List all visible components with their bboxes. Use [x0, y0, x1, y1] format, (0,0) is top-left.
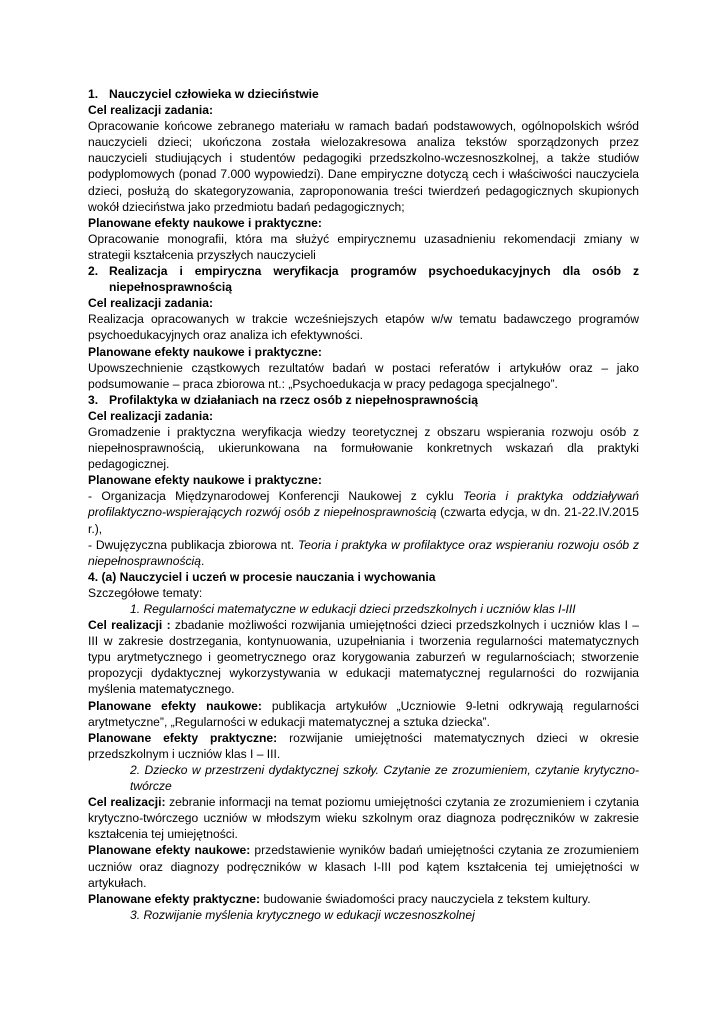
section-title: Realizacja i empiryczna weryfikacja programów psychoedukacyjnych dla osób z niepełnosprawnością [109, 264, 639, 295]
sci-effects-text: przedstawienie wyników badań umiejętności czytania ze zrozumieniem uczniów oraz diagnozy podręczników w klasach I-III pod kątem kształcenia tej umiejętności w artykułach. [88, 843, 639, 890]
goal-text: zbadanie możliwości rozwijania umiejętności dzieci przedszkolnych i uczniów klas I – III w zakresie dostrzegania, kontynuowania, uzupełniania i tworzenia regularności matematycznych typu arytmetycznego i geometrycznego oraz korygowania zaburzeń w regularnościach; stworzenie propozycji dydaktycznej wykorzystywania w edukacji matematycznej regularności do rozwijania myślenia matematycznego. [88, 618, 639, 697]
goal-label: Cel realizacji zadania: [88, 103, 214, 118]
topic-1-sci-effects [88, 698, 639, 730]
effects-text: Upowszechnienie cząstkowych rezultatów badań w postaci referatów i artykułów oraz – jako podsumowanie – praca zbiorowa nt.: „Psychoedukacja w pracy pedagoga specjalnego”. [88, 360, 639, 391]
conference-title: Teoria i praktyka oddziaływań profilaktyczno-wspierających rozwój osób z niepełnosprawnością [88, 489, 640, 520]
prac-effects-label: Planowane efekty praktyczne: [88, 730, 278, 745]
effects-label: Planowane efekty naukowe i praktyczne: [88, 215, 322, 230]
effect-item [88, 537, 639, 569]
goal-text: Opracowanie końcowe zebranego materiału w ramach badań podstawowych, ogólnopolskich wśród nauczycieli dzieci; ukończona została wielozakresowa analiza tekstów sporządzonych przez nauczycieli studiujących i studentów pedagogiki przedszkolno-wczesnoszkolnej, a także studiów podyplomowych (ponad 7.000 wypowiedzi). Dane empiryczne dotyczą cech i właściwości nauczyciela dzieci, posłużą do skategoryzowania, zaproponowania treści twierdzeń pedagogicznych skupionych wokół dzieciństwa jako przedmiotu badań pedagogicznych; [88, 119, 639, 214]
effects-text: Opracowanie monografii, która ma służyć empirycznemu uzasadnieniu rekomendacji zmiany w strategii kształcenia przyszłych nauczycieli [88, 231, 639, 262]
topics-label: Szczegółowe tematy: [88, 585, 203, 600]
topic-2-title: 2. Dziecko w przestrzeni dydaktycznej szkoły. Czytanie ze zrozumieniem, czytanie krytyczno-twórcze [130, 762, 639, 794]
document-body [88, 86, 639, 923]
effect-suffix: (czwarta edycja, w dn. 21-22.IV.2015 r.), [88, 505, 640, 536]
goal-label: Cel realizacji zadania: [88, 296, 214, 311]
goal-label: Cel realizacji zadania: [88, 408, 214, 423]
topic-2-prac-effects [88, 891, 639, 907]
topic-3-title: 3. Rozwijanie myślenia krytycznego w edukacji wczesnoszkolnej [130, 907, 475, 922]
effect-prefix: - Dwujęzyczna publikacja zbiorowa nt. [88, 537, 298, 552]
effects-label: Planowane efekty naukowe i praktyczne: [88, 473, 322, 488]
effect-item [88, 488, 639, 536]
goal-label: Cel realizacji: [88, 795, 166, 810]
topic-1-prac-effects [88, 730, 639, 762]
publication-title: Teoria i praktyka w profilaktyce oraz wspieraniu rozwoju osób z niepełnosprawnością [88, 537, 640, 568]
goal-text: zebranie informacji na temat poziomu umiejętności czytania ze zrozumieniem i czytania krytyczno-twórczego uczniów w młodszym wieku szkolnym oraz diagnoza podręczników w zakresie kształcenia tej umiejętności. [88, 795, 639, 842]
topic-1-goal [88, 617, 639, 697]
section-number: 2. [88, 264, 99, 279]
effect-prefix: - Organizacja Międzynarodowej Konferencji Naukowej z cyklu [88, 489, 463, 504]
sci-effects-text: publikacja artykułów „Uczniowie 9-letni odkrywają regularności arytmetyczne”, „Regularności w edukacji matematycznej a sztuka dziecka”. [88, 698, 639, 729]
topic-2-sci-effects [88, 842, 639, 890]
prac-effects-text: budowanie świadomości pracy nauczyciela z tekstem kultury. [260, 891, 591, 906]
sci-effects-label: Planowane efekty naukowe: [88, 843, 251, 858]
effects-label: Planowane efekty naukowe i praktyczne: [88, 344, 322, 359]
section-1-heading [88, 86, 639, 102]
goal-text: Gromadzenie i praktyczna weryfikacja wiedzy teoretycznej z obszaru wspierania rozwoju osób z niepełnosprawnością, ukierunkowana na formułowanie konkretnych wskazań dla praktyki pedagogicznej. [88, 424, 639, 472]
section-number: 3. [88, 392, 99, 407]
goal-label: Cel realizacji : [88, 618, 171, 633]
prac-effects-text: rozwijanie umiejętności matematycznych dzieci w okresie przedszkolnym i uczniów klas I – III. [88, 730, 639, 761]
prac-effects-label: Planowane efekty praktyczne: [88, 891, 261, 906]
section-number: 1. [88, 87, 99, 101]
section-4-heading: 4. (a) Nauczyciel i uczeń w procesie nauczania i wychowania [88, 569, 436, 584]
section-3-heading [88, 392, 639, 408]
section-2-heading [88, 263, 639, 295]
goal-text: Realizacja opracowanych w trakcie wcześniejszych etapów w/w tematu badawczego programów psychoedukacyjnych oraz analiza ich efektywności. [88, 312, 639, 343]
topic-1-title: 1. Regularności matematyczne w edukacji dzieci przedszkolnych i uczniów klas I-III [130, 602, 576, 616]
section-title: Profilaktyka w działaniach na rzecz osób z niepełnosprawnością [109, 392, 478, 407]
effect-suffix: . [200, 553, 205, 568]
section-title: Nauczyciel człowieka w dzieciństwie [109, 87, 319, 101]
sci-effects-label: Planowane efekty naukowe: [88, 698, 262, 713]
topic-2-goal [88, 794, 639, 842]
